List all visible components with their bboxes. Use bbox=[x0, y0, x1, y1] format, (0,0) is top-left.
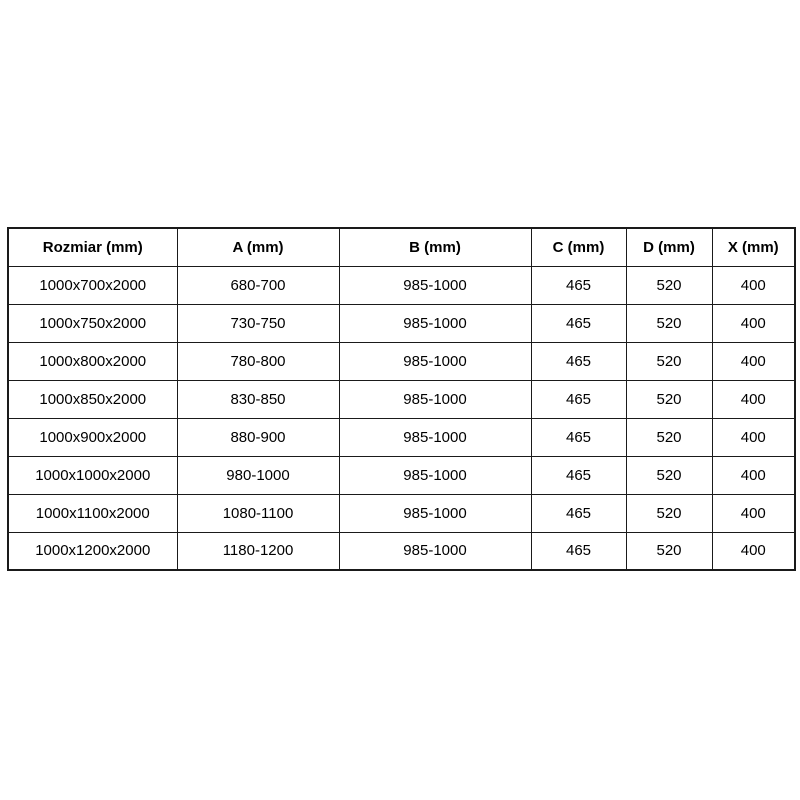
table-cell: 465 bbox=[531, 532, 626, 570]
table-cell: 520 bbox=[626, 304, 712, 342]
table-cell: 520 bbox=[626, 380, 712, 418]
table-cell: 730-750 bbox=[177, 304, 339, 342]
column-header-a: A (mm) bbox=[177, 228, 339, 266]
table-row bbox=[8, 380, 795, 418]
table-cell: 400 bbox=[712, 418, 795, 456]
column-header-rozmiar: Rozmiar (mm) bbox=[8, 228, 177, 266]
table-cell: 985-1000 bbox=[339, 532, 531, 570]
table-row bbox=[8, 418, 795, 456]
column-header-x: X (mm) bbox=[712, 228, 795, 266]
column-header-d: D (mm) bbox=[626, 228, 712, 266]
table-cell: 520 bbox=[626, 418, 712, 456]
column-header-b: B (mm) bbox=[339, 228, 531, 266]
table-cell: 465 bbox=[531, 456, 626, 494]
table-cell: 1000x750x2000 bbox=[8, 304, 177, 342]
table-cell: 520 bbox=[626, 456, 712, 494]
table-cell: 400 bbox=[712, 456, 795, 494]
table-cell: 1000x800x2000 bbox=[8, 342, 177, 380]
table-cell: 465 bbox=[531, 380, 626, 418]
table-cell: 985-1000 bbox=[339, 342, 531, 380]
table-cell: 985-1000 bbox=[339, 494, 531, 532]
table-row bbox=[8, 494, 795, 532]
table-cell: 520 bbox=[626, 342, 712, 380]
table-row bbox=[8, 342, 795, 380]
table-cell: 520 bbox=[626, 532, 712, 570]
table-cell: 985-1000 bbox=[339, 418, 531, 456]
column-header-c: C (mm) bbox=[531, 228, 626, 266]
table-cell: 980-1000 bbox=[177, 456, 339, 494]
table-cell: 400 bbox=[712, 304, 795, 342]
table-row bbox=[8, 532, 795, 570]
table-cell: 400 bbox=[712, 266, 795, 304]
table-cell: 465 bbox=[531, 266, 626, 304]
table-row bbox=[8, 304, 795, 342]
table-cell: 400 bbox=[712, 532, 795, 570]
table-cell: 985-1000 bbox=[339, 456, 531, 494]
table-cell: 465 bbox=[531, 342, 626, 380]
table-cell: 520 bbox=[626, 494, 712, 532]
table-body bbox=[8, 266, 795, 570]
table-cell: 985-1000 bbox=[339, 304, 531, 342]
table-cell: 400 bbox=[712, 380, 795, 418]
table-cell: 1000x1100x2000 bbox=[8, 494, 177, 532]
table-cell: 1000x1200x2000 bbox=[8, 532, 177, 570]
table-header-row bbox=[8, 228, 795, 266]
table-cell: 1000x900x2000 bbox=[8, 418, 177, 456]
table-cell: 465 bbox=[531, 494, 626, 532]
table-cell: 680-700 bbox=[177, 266, 339, 304]
table-cell: 465 bbox=[531, 304, 626, 342]
table-cell: 985-1000 bbox=[339, 380, 531, 418]
table-cell: 1180-1200 bbox=[177, 532, 339, 570]
table-cell: 1000x1000x2000 bbox=[8, 456, 177, 494]
table-cell: 1080-1100 bbox=[177, 494, 339, 532]
table-row bbox=[8, 456, 795, 494]
dimensions-table bbox=[7, 227, 796, 571]
table-cell: 780-800 bbox=[177, 342, 339, 380]
table-cell: 880-900 bbox=[177, 418, 339, 456]
table-cell: 985-1000 bbox=[339, 266, 531, 304]
table-cell: 520 bbox=[626, 266, 712, 304]
table-cell: 1000x850x2000 bbox=[8, 380, 177, 418]
table-row bbox=[8, 266, 795, 304]
table-cell: 1000x700x2000 bbox=[8, 266, 177, 304]
table-cell: 400 bbox=[712, 494, 795, 532]
table-cell: 465 bbox=[531, 418, 626, 456]
table-cell: 400 bbox=[712, 342, 795, 380]
table-cell: 830-850 bbox=[177, 380, 339, 418]
